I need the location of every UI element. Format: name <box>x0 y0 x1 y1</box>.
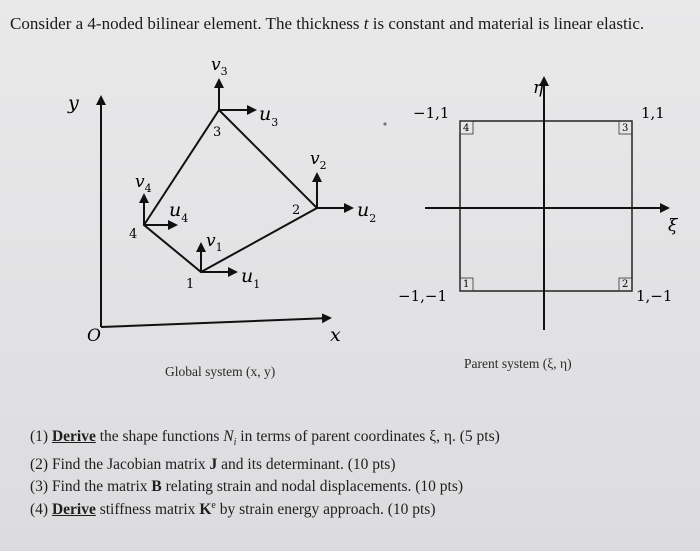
corner-label-top-right: 1,1 <box>641 104 665 122</box>
question-1: (1) Derive the shape functions $N_i$ in terms of parent coordinates ξ, η. (5 pts) <box>30 428 500 449</box>
parent-system-caption: Parent system (ξ, η) <box>464 356 572 371</box>
corner-label-bottom-left: −1,−1 <box>398 287 447 305</box>
node2-u-label: $u_2$ <box>357 199 377 225</box>
global-node-1: 1 <box>186 277 195 292</box>
corner-label-top-left: −1,1 <box>413 104 450 122</box>
parent-system-diagram <box>383 78 679 330</box>
global-y-axis-label: y <box>68 92 79 114</box>
global-node-2: 2 <box>292 203 301 218</box>
parent-node-4: 4 <box>463 123 470 134</box>
element-quadrilateral <box>144 110 317 272</box>
node4-u-label: $u_4$ <box>169 199 189 225</box>
node2-v-label: $v_2$ <box>310 149 327 172</box>
title-text-b: is constant and material is linear elastic. <box>368 14 645 33</box>
node1-v-label: $v_1$ <box>206 231 223 254</box>
question-3: (3) Find the matrix B relating strain and nodal displacements. (10 pts) <box>30 478 464 496</box>
eta-axis-label: η <box>533 78 544 98</box>
thickness-variable: t <box>363 14 369 33</box>
question-4: (4) Derive stiffness matrix $K^e$ by strain energy approach. (10 pts) <box>30 500 436 519</box>
question-2: (2) Find the Jacobian matrix J and its determinant. (10 pts) <box>30 456 396 474</box>
global-x-axis <box>101 318 330 327</box>
node4-v-label: $v_4$ <box>135 172 152 195</box>
parent-node-2: 2 <box>622 279 629 290</box>
node3-u-label: $u_3$ <box>259 103 279 129</box>
parent-node-3: 3 <box>622 123 629 134</box>
global-system-caption: Global system (x, y) <box>165 364 276 379</box>
global-node-3: 3 <box>213 125 222 140</box>
corner-label-bottom-right: 1,−1 <box>636 287 673 305</box>
parent-square <box>460 121 632 291</box>
global-system-diagram <box>67 55 376 346</box>
parent-node-1: 1 <box>463 279 470 290</box>
node3-v-label: $v_3$ <box>211 55 228 78</box>
title-text-a: Consider a 4-noded bilinear element. The thickness <box>10 14 364 33</box>
node1-u-label: $u_1$ <box>241 265 261 291</box>
origin-label: O <box>87 326 101 346</box>
global-node-4: 4 <box>129 227 138 242</box>
xi-axis-label: ξ <box>668 216 678 236</box>
stray-dot <box>383 122 386 125</box>
global-x-axis-label: x <box>330 324 341 346</box>
question-list <box>30 428 670 523</box>
